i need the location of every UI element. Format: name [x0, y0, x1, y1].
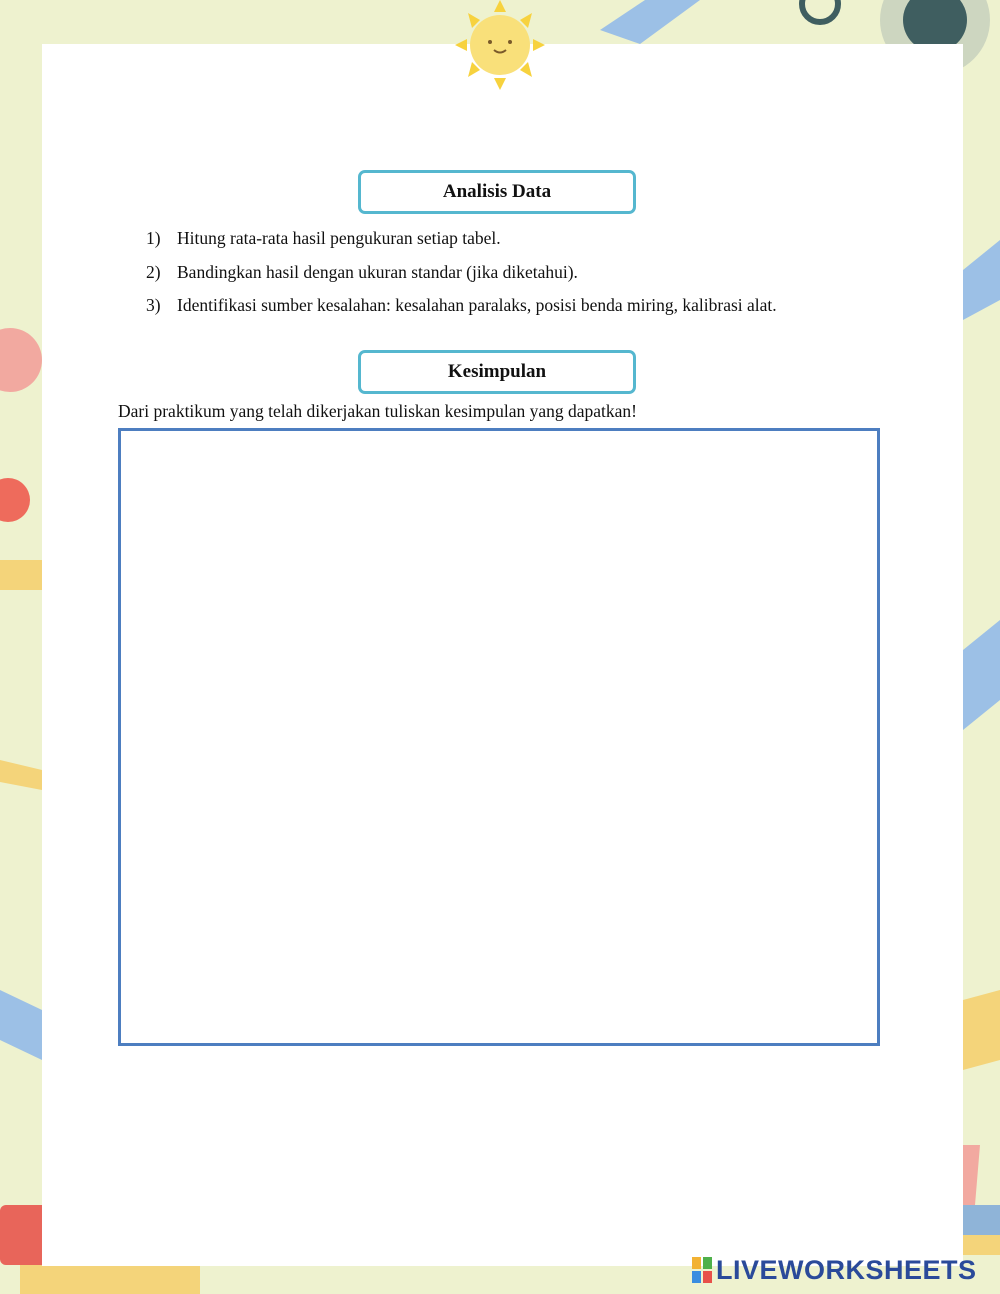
- conclusion-answer-field[interactable]: [118, 428, 880, 1046]
- list-item-number: 3): [146, 295, 161, 315]
- analysis-heading-text: Analisis Data: [442, 181, 552, 202]
- conclusion-heading: [358, 350, 636, 394]
- list-item-text: Bandingkan hasil dengan ukuran standar (jika diketahui).: [177, 261, 578, 282]
- list-item-text: Hitung rata-rata hasil pengukuran setiap tabel.: [177, 228, 501, 248]
- list-item-text: Identifikasi sumber kesalahan: kesalahan paralaks, posisi benda miring, kalibrasi alat.: [177, 295, 777, 315]
- list-item-number: 1): [146, 228, 161, 248]
- liveworksheets-badge-icon: [692, 1257, 712, 1283]
- analysis-steps-list: [146, 222, 777, 323]
- list-item: [146, 289, 777, 323]
- list-item-number: 2): [146, 261, 161, 282]
- conclusion-heading-text: Kesimpulan: [447, 361, 547, 382]
- liveworksheets-logo: [692, 1254, 977, 1286]
- list-item: [146, 256, 777, 290]
- conclusion-instruction: Dari praktikum yang telah dikerjakan tuliskan kesimpulan yang dapatkan!: [118, 401, 638, 421]
- analysis-heading: [358, 170, 636, 214]
- list-item: [146, 222, 777, 256]
- logo-text: LIVEWORKSHEETS: [716, 1254, 977, 1285]
- sun-icon: [440, 0, 560, 90]
